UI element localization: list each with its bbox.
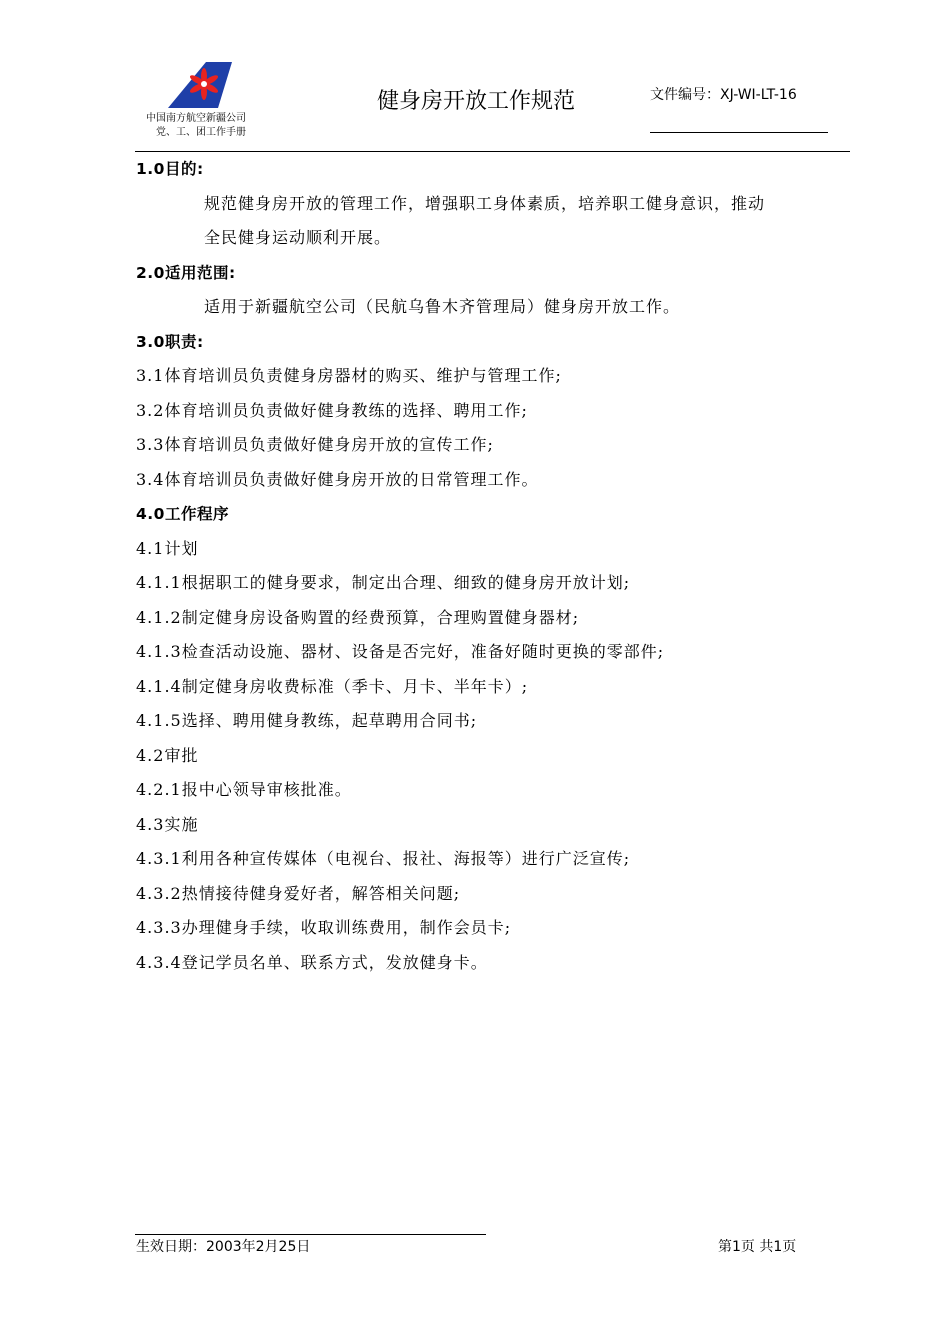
paragraph-line: 规范健身房开放的管理工作，增强职工身体素质，培养职工健身意识，推动 (204, 193, 766, 213)
list-item: 4.2.1报中心领导审核批准。 (136, 780, 352, 799)
list-item: 4.1.1根据职工的健身要求，制定出合理、细致的健身房开放计划; (136, 573, 631, 592)
list-item: 3.3体育培训员负责做好健身房开放的宣传工作; (136, 435, 494, 454)
list-item: 4.3.1利用各种宣传媒体（电视台、报社、海报等）进行广泛宣传; (136, 849, 631, 868)
document-body (136, 152, 846, 980)
china-southern-logo-icon (168, 62, 232, 108)
list-item: 4.1.4制定健身房收费标准（季卡、月卡、半年卡）; (136, 676, 529, 696)
paragraph-line: 适用于新疆航空公司（民航乌鲁木齐管理局）健身房开放工作。 (204, 297, 681, 316)
paragraph-line: 全民健身运动顺利开展。 (204, 228, 392, 247)
section-heading-responsibilities: 3.0职责: (136, 332, 204, 351)
page-number: 第1页 共1页 (718, 1239, 797, 1255)
list-item: 4.1.5选择、聘用健身教练，起草聘用合同书; (136, 711, 478, 730)
subsection-heading: 4.3实施 (136, 814, 199, 834)
list-item: 3.2体育培训员负责做好健身教练的选择、聘用工作; (136, 400, 528, 420)
list-item: 4.3.3办理健身手续，收取训练费用，制作会员卡; (136, 918, 512, 937)
list-item: 3.1体育培训员负责健身房器材的购买、维护与管理工作; (136, 366, 562, 385)
company-line-1: 中国南方航空新疆公司 (146, 113, 246, 124)
section-heading-procedure: 4.0工作程序 (136, 505, 229, 523)
document-number-underline (650, 132, 828, 133)
company-name (146, 112, 246, 140)
section-heading-scope: 2.0适用范围: (136, 263, 236, 282)
subsection-heading: 4.2审批 (136, 745, 199, 765)
company-line-2: 党、工、团工作手册 (156, 127, 246, 138)
footer-divider (135, 1234, 486, 1235)
list-item: 3.4体育培训员负责做好健身房开放的日常管理工作。 (136, 469, 539, 489)
list-item: 4.3.2热情接待健身爱好者，解答相关问题; (136, 883, 461, 903)
effective-date: 生效日期：2003年2月25日 (136, 1239, 311, 1255)
list-item: 4.1.3检查活动设施、器材、设备是否完好，准备好随时更换的零部件; (136, 642, 665, 661)
document-title: 健身房开放工作规范 (377, 89, 576, 114)
document-number: 文件编号：XJ-WI-LT-16 (650, 87, 797, 103)
subsection-heading: 4.1计划 (136, 538, 199, 558)
section-heading-purpose: 1.0目的: (136, 160, 204, 178)
list-item: 4.3.4登记学员名单、联系方式，发放健身卡。 (136, 952, 488, 972)
list-item: 4.1.2制定健身房设备购置的经费预算，合理购置健身器材; (136, 607, 580, 627)
